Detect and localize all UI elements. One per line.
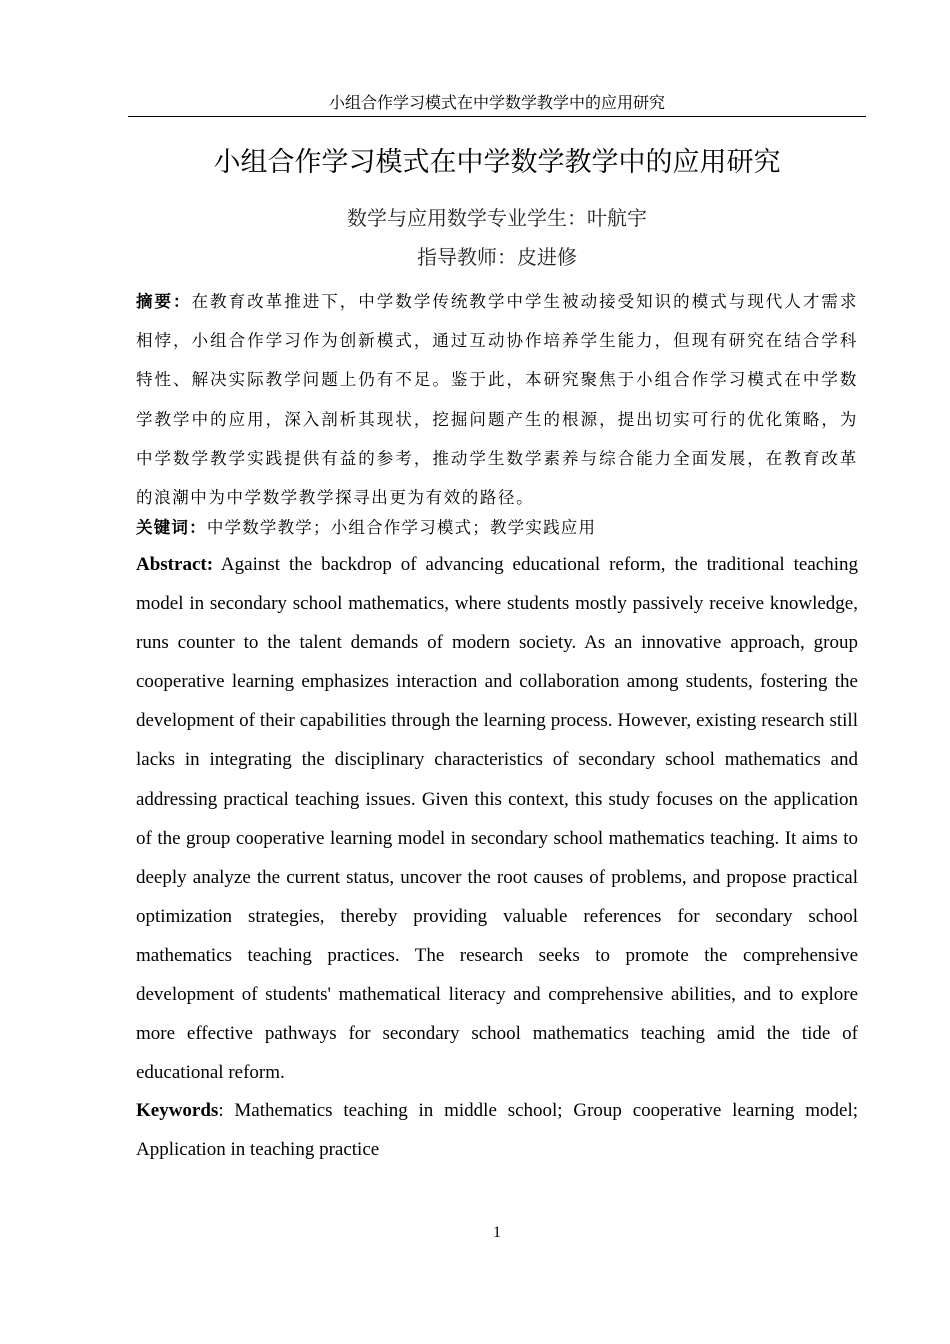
page-number: 1 (493, 1224, 501, 1241)
english-keywords-label: Keywords (136, 1100, 219, 1121)
english-abstract-label: Abstract: (136, 554, 214, 575)
english-keywords (136, 1091, 858, 1169)
chinese-abstract-text: 在教育改革推进下，中学数学传统教学中学生被动接受知识的模式与现代人才需求相悖，小组合作学习作为创新模式，通过互动协作培养学生能力，但现有研究在结合学科特性、解决实际教学问题上仍有不足。鉴于此，本研究聚焦于小组合作学习模式在中学数学教学中的应用，深入剖析其现状，挖掘问题产生的根源，提出切实可行的优化策略，为中学数学教学实践提供有益的参考，推动学生数学素养与综合能力全面发展，在教育改革的浪潮中为中学数学教学探寻出更为有效的路径。 (136, 292, 858, 508)
paper-title: 小组合作学习模式在中学数学教学中的应用研究 (213, 147, 781, 178)
chinese-keywords (136, 512, 858, 544)
english-abstract-text: Against the backdrop of advancing educational reform, the traditional teaching model in secondary school mathematics, where students mostly passively receive knowledge, runs counter to the talent demands of modern society. As an innovative approach, group cooperative learning emphasizes interaction and collaboration among students, fostering the development of their capabilities through the learning process. However, existing research still lacks in integrating the disciplinary characteristics of secondary school mathematics and addressing practical teaching issues. Given this context, this study focuses on the application of the group cooperative learning model in secondary school mathematics teaching. It aims to deeply analyze the current status, uncover the root causes of problems, and propose practical optimization strategies, thereby providing valuable references for secondary school mathematics teaching practices. The research seeks to promote the comprehensive development of students' mathematical literacy and comprehensive abilities, and to explore more effective pathways for secondary school mathematics teaching amid the tide of educational reform. (136, 554, 858, 1084)
chinese-keywords-text: 中学数学教学；小组合作学习模式；教学实践应用 (206, 518, 597, 537)
chinese-abstract (136, 282, 858, 517)
running-header: 小组合作学习模式在中学数学教学中的应用研究 (128, 92, 866, 117)
english-abstract (136, 545, 858, 1092)
advisor-line: 指导教师：皮进修 (417, 245, 577, 269)
chinese-keywords-label: 关键词： (136, 518, 207, 537)
english-keywords-text: : Mathematics teaching in middle school; Group cooperative learning model; Application in teaching practice (136, 1100, 858, 1160)
chinese-abstract-label: 摘要： (136, 292, 192, 311)
author-line: 数学与应用数学专业学生：叶航宇 (347, 206, 647, 230)
